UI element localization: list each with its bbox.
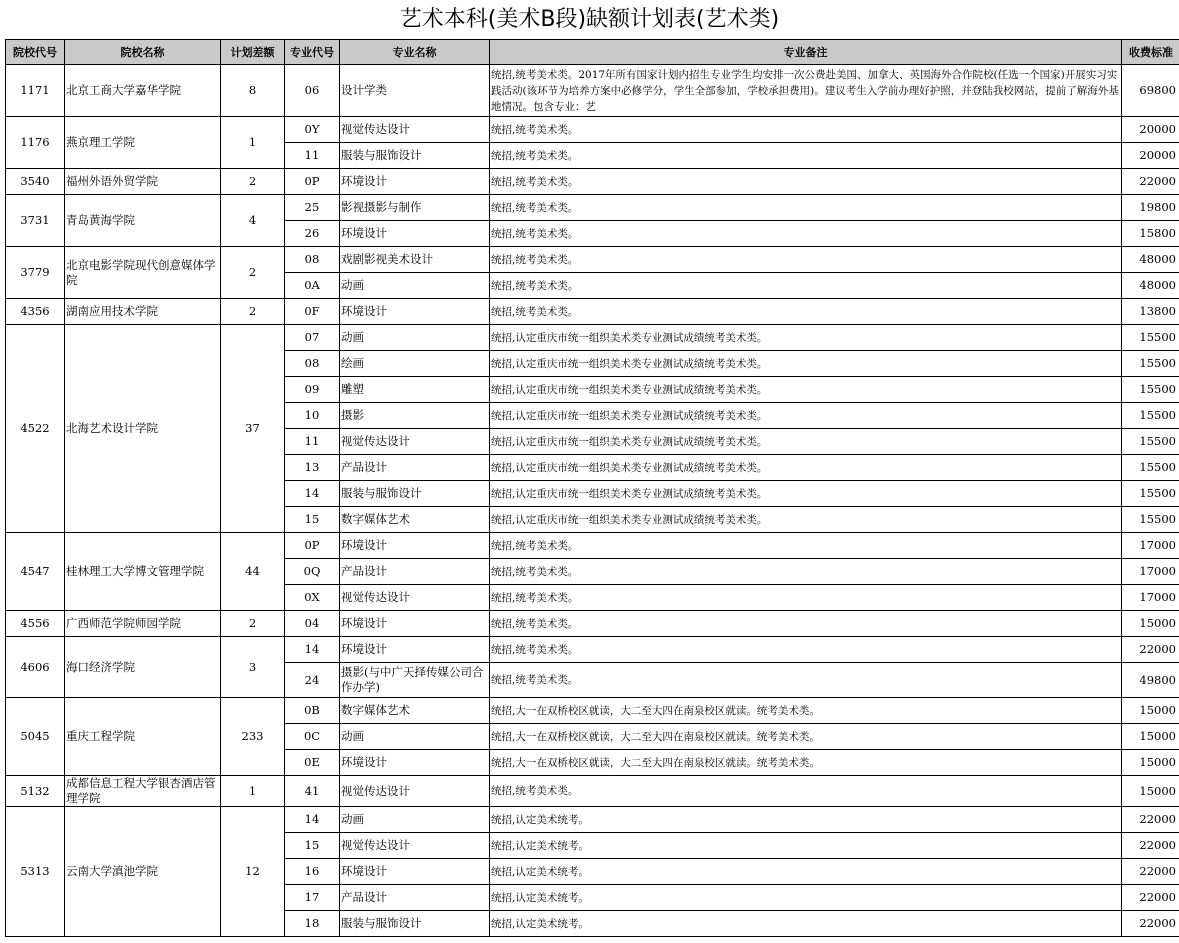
school-name: 云南大学滇池学院 [65, 807, 221, 937]
fee: 17000 [1122, 533, 1179, 559]
table-row [6, 325, 1179, 351]
table-row [6, 637, 1179, 663]
table-row [6, 776, 1179, 807]
fee: 15800 [1122, 221, 1179, 247]
major-code: 04 [285, 611, 340, 637]
school-code: 4547 [6, 533, 65, 611]
major-code: 18 [285, 911, 340, 937]
school-code: 3731 [6, 195, 65, 247]
header-col-school-name: 院校名称 [65, 40, 221, 65]
fee: 22000 [1122, 859, 1179, 885]
major-code: 11 [285, 429, 340, 455]
major-name: 环境设计 [340, 533, 490, 559]
major-name: 动画 [340, 325, 490, 351]
major-note: 统招,统考美术类。 [490, 559, 1122, 585]
fee: 15500 [1122, 351, 1179, 377]
major-code: 08 [285, 351, 340, 377]
header-col-fee: 收费标准 [1122, 40, 1179, 65]
major-name: 服装与服饰设计 [340, 143, 490, 169]
major-name: 环境设计 [340, 221, 490, 247]
fee: 20000 [1122, 143, 1179, 169]
major-code: 0C [285, 724, 340, 750]
major-code: 17 [285, 885, 340, 911]
table-row [6, 611, 1179, 637]
table-row [6, 117, 1179, 143]
major-name: 数字媒体艺术 [340, 507, 490, 533]
fee: 22000 [1122, 885, 1179, 911]
major-code: 10 [285, 403, 340, 429]
fee: 22000 [1122, 911, 1179, 937]
major-note: 统招,认定美术统考。 [490, 807, 1122, 833]
major-note: 统招,认定重庆市统一组织美术类专业测试成绩统考美术类。 [490, 507, 1122, 533]
major-name: 摄影(与中广天择传媒公司合作办学) [340, 663, 490, 698]
fee: 17000 [1122, 559, 1179, 585]
fee: 15000 [1122, 750, 1179, 776]
school-name: 桂林理工大学博文管理学院 [65, 533, 221, 611]
major-name: 环境设计 [340, 611, 490, 637]
major-note: 统招,大一在双桥校区就读，大二至大四在南泉校区就读。统考美术类。 [490, 698, 1122, 724]
fee: 15500 [1122, 403, 1179, 429]
fee: 15500 [1122, 507, 1179, 533]
fee: 15000 [1122, 698, 1179, 724]
school-code: 1176 [6, 117, 65, 169]
plan-gap: 3 [221, 637, 285, 698]
school-code: 4556 [6, 611, 65, 637]
fee: 48000 [1122, 247, 1179, 273]
major-name: 动画 [340, 724, 490, 750]
major-name: 影视摄影与制作 [340, 195, 490, 221]
major-note: 统招,统考美术类。 [490, 143, 1122, 169]
plan-gap: 2 [221, 247, 285, 299]
major-note: 统招,大一在双桥校区就读，大二至大四在南泉校区就读。统考美术类。 [490, 750, 1122, 776]
header-col-major-code: 专业代号 [285, 40, 340, 65]
major-note: 统招,统考美术类。 [490, 117, 1122, 143]
fee: 15500 [1122, 455, 1179, 481]
major-name: 视觉传达设计 [340, 776, 490, 807]
major-note: 统招,统考美术类。 [490, 169, 1122, 195]
fee: 49800 [1122, 663, 1179, 698]
major-code: 06 [285, 65, 340, 117]
major-code: 25 [285, 195, 340, 221]
major-code: 0E [285, 750, 340, 776]
major-note: 统招,统考美术类。 [490, 221, 1122, 247]
header-col-school-code: 院校代号 [6, 40, 65, 65]
school-code: 1171 [6, 65, 65, 117]
school-name: 重庆工程学院 [65, 698, 221, 776]
major-name: 动画 [340, 807, 490, 833]
major-name: 产品设计 [340, 559, 490, 585]
major-note: 统招,认定重庆市统一组织美术类专业测试成绩统考美术类。 [490, 481, 1122, 507]
plan-gap: 4 [221, 195, 285, 247]
fee: 13800 [1122, 299, 1179, 325]
fee: 22000 [1122, 833, 1179, 859]
school-code: 5313 [6, 807, 65, 937]
plan-gap: 1 [221, 776, 285, 807]
plan-gap: 8 [221, 65, 285, 117]
major-code: 0P [285, 533, 340, 559]
fee: 48000 [1122, 273, 1179, 299]
major-name: 环境设计 [340, 637, 490, 663]
major-note: 统招,认定美术统考。 [490, 859, 1122, 885]
fee: 15000 [1122, 724, 1179, 750]
fee: 15500 [1122, 481, 1179, 507]
major-note: 统招,统考美术类。 [490, 273, 1122, 299]
school-code: 4606 [6, 637, 65, 698]
major-note: 统招,统考美术类。 [490, 611, 1122, 637]
school-name: 海口经济学院 [65, 637, 221, 698]
school-code: 3779 [6, 247, 65, 299]
school-code: 3540 [6, 169, 65, 195]
major-name: 环境设计 [340, 859, 490, 885]
school-name: 北京工商大学嘉华学院 [65, 65, 221, 117]
major-note: 统招,认定美术统考。 [490, 833, 1122, 859]
major-code: 14 [285, 637, 340, 663]
fee: 15000 [1122, 611, 1179, 637]
plan-gap: 2 [221, 169, 285, 195]
major-note: 统招,统考美术类。 [490, 195, 1122, 221]
school-name: 湖南应用技术学院 [65, 299, 221, 325]
plan-gap: 1 [221, 117, 285, 169]
major-code: 0X [285, 585, 340, 611]
major-name: 视觉传达设计 [340, 585, 490, 611]
major-code: 24 [285, 663, 340, 698]
major-code: 0A [285, 273, 340, 299]
major-name: 动画 [340, 273, 490, 299]
major-name: 服装与服饰设计 [340, 911, 490, 937]
major-note: 统招,统考美术类。 [490, 533, 1122, 559]
fee: 20000 [1122, 117, 1179, 143]
table-row [6, 169, 1179, 195]
major-note: 统招,统考美术类。 [490, 299, 1122, 325]
major-code: 15 [285, 833, 340, 859]
major-code: 14 [285, 807, 340, 833]
table-row [6, 807, 1179, 833]
major-note: 统招,统考美术类。 [490, 663, 1122, 698]
table-row [6, 299, 1179, 325]
fee: 69800 [1122, 65, 1179, 117]
school-name: 北京电影学院现代创意媒体学院 [65, 247, 221, 299]
fee: 22000 [1122, 169, 1179, 195]
major-note: 统招,认定重庆市统一组织美术类专业测试成绩统考美术类。 [490, 455, 1122, 481]
plan-gap: 37 [221, 325, 285, 533]
major-code: 08 [285, 247, 340, 273]
major-code: 07 [285, 325, 340, 351]
major-code: 26 [285, 221, 340, 247]
major-name: 视觉传达设计 [340, 429, 490, 455]
major-note: 统招,认定美术统考。 [490, 885, 1122, 911]
fee: 17000 [1122, 585, 1179, 611]
school-code: 4522 [6, 325, 65, 533]
major-name: 数字媒体艺术 [340, 698, 490, 724]
major-note: 统招,认定美术统考。 [490, 911, 1122, 937]
table-row [6, 195, 1179, 221]
school-name: 北海艺术设计学院 [65, 325, 221, 533]
fee: 19800 [1122, 195, 1179, 221]
table-row [6, 247, 1179, 273]
school-code: 5045 [6, 698, 65, 776]
major-code: 14 [285, 481, 340, 507]
major-note: 统招,认定重庆市统一组织美术类专业测试成绩统考美术类。 [490, 429, 1122, 455]
major-name: 摄影 [340, 403, 490, 429]
major-code: 15 [285, 507, 340, 533]
major-code: 0P [285, 169, 340, 195]
major-name: 视觉传达设计 [340, 833, 490, 859]
major-code: 11 [285, 143, 340, 169]
school-name: 福州外语外贸学院 [65, 169, 221, 195]
plan-gap: 12 [221, 807, 285, 937]
school-name: 青岛黄海学院 [65, 195, 221, 247]
major-note: 统招,统考美术类。 [490, 247, 1122, 273]
school-name: 燕京理工学院 [65, 117, 221, 169]
plan-gap: 2 [221, 611, 285, 637]
major-code: 16 [285, 859, 340, 885]
header-col-major-note: 专业备注 [490, 40, 1122, 65]
major-name: 服装与服饰设计 [340, 481, 490, 507]
school-name: 成都信息工程大学银杏酒店管理学院 [65, 776, 221, 807]
major-note: 统招,认定重庆市统一组织美术类专业测试成绩统考美术类。 [490, 403, 1122, 429]
major-name: 戏剧影视美术设计 [340, 247, 490, 273]
major-code: 0Y [285, 117, 340, 143]
major-note: 统招,统考美术类。 [490, 637, 1122, 663]
table-row [6, 533, 1179, 559]
major-name: 视觉传达设计 [340, 117, 490, 143]
major-name: 产品设计 [340, 455, 490, 481]
major-code: 0B [285, 698, 340, 724]
fee: 22000 [1122, 807, 1179, 833]
major-code: 0Q [285, 559, 340, 585]
plan-gap: 2 [221, 299, 285, 325]
major-name: 产品设计 [340, 885, 490, 911]
major-name: 环境设计 [340, 169, 490, 195]
table-header-row [6, 40, 1179, 65]
major-name: 环境设计 [340, 299, 490, 325]
major-code: 09 [285, 377, 340, 403]
major-note: 统招,统考美术类。 [490, 776, 1122, 807]
major-name: 设计学类 [340, 65, 490, 117]
major-name: 雕塑 [340, 377, 490, 403]
fee: 15500 [1122, 429, 1179, 455]
plan-gap: 44 [221, 533, 285, 611]
header-col-major-name: 专业名称 [340, 40, 490, 65]
major-note: 统招,大一在双桥校区就读，大二至大四在南泉校区就读。统考美术类。 [490, 724, 1122, 750]
table-row [6, 698, 1179, 724]
major-note: 统招,统考美术类。2017年所有国家计划内招生专业学生均安排一次公费赴美国、加拿大、英国海外合作院校(任选一个国家)开展实习实践活动(该环节为培养方案中必修学分，学生全部参加，学校承担费用)。建议考生入学前办理好护照，并登陆我校网站，提前了解海外基地情况。包含专业：艺 [490, 65, 1122, 117]
fee: 15000 [1122, 776, 1179, 807]
school-code: 5132 [6, 776, 65, 807]
major-note: 统招,认定重庆市统一组织美术类专业测试成绩统考美术类。 [490, 377, 1122, 403]
fee: 22000 [1122, 637, 1179, 663]
table-row [6, 65, 1179, 117]
quota-table [5, 39, 1179, 937]
fee: 15500 [1122, 377, 1179, 403]
major-name: 绘画 [340, 351, 490, 377]
page-title: 艺术本科(美术B段)缺额计划表(艺术类) [399, 7, 780, 32]
major-code: 13 [285, 455, 340, 481]
major-note: 统招,认定重庆市统一组织美术类专业测试成绩统考美术类。 [490, 351, 1122, 377]
fee: 15500 [1122, 325, 1179, 351]
major-code: 0F [285, 299, 340, 325]
plan-gap: 233 [221, 698, 285, 776]
major-note: 统招,认定重庆市统一组织美术类专业测试成绩统考美术类。 [490, 325, 1122, 351]
header-col-plan-gap: 计划差额 [221, 40, 285, 65]
major-note: 统招,统考美术类。 [490, 585, 1122, 611]
school-code: 4356 [6, 299, 65, 325]
major-name: 环境设计 [340, 750, 490, 776]
major-code: 41 [285, 776, 340, 807]
school-name: 广西师范学院师园学院 [65, 611, 221, 637]
